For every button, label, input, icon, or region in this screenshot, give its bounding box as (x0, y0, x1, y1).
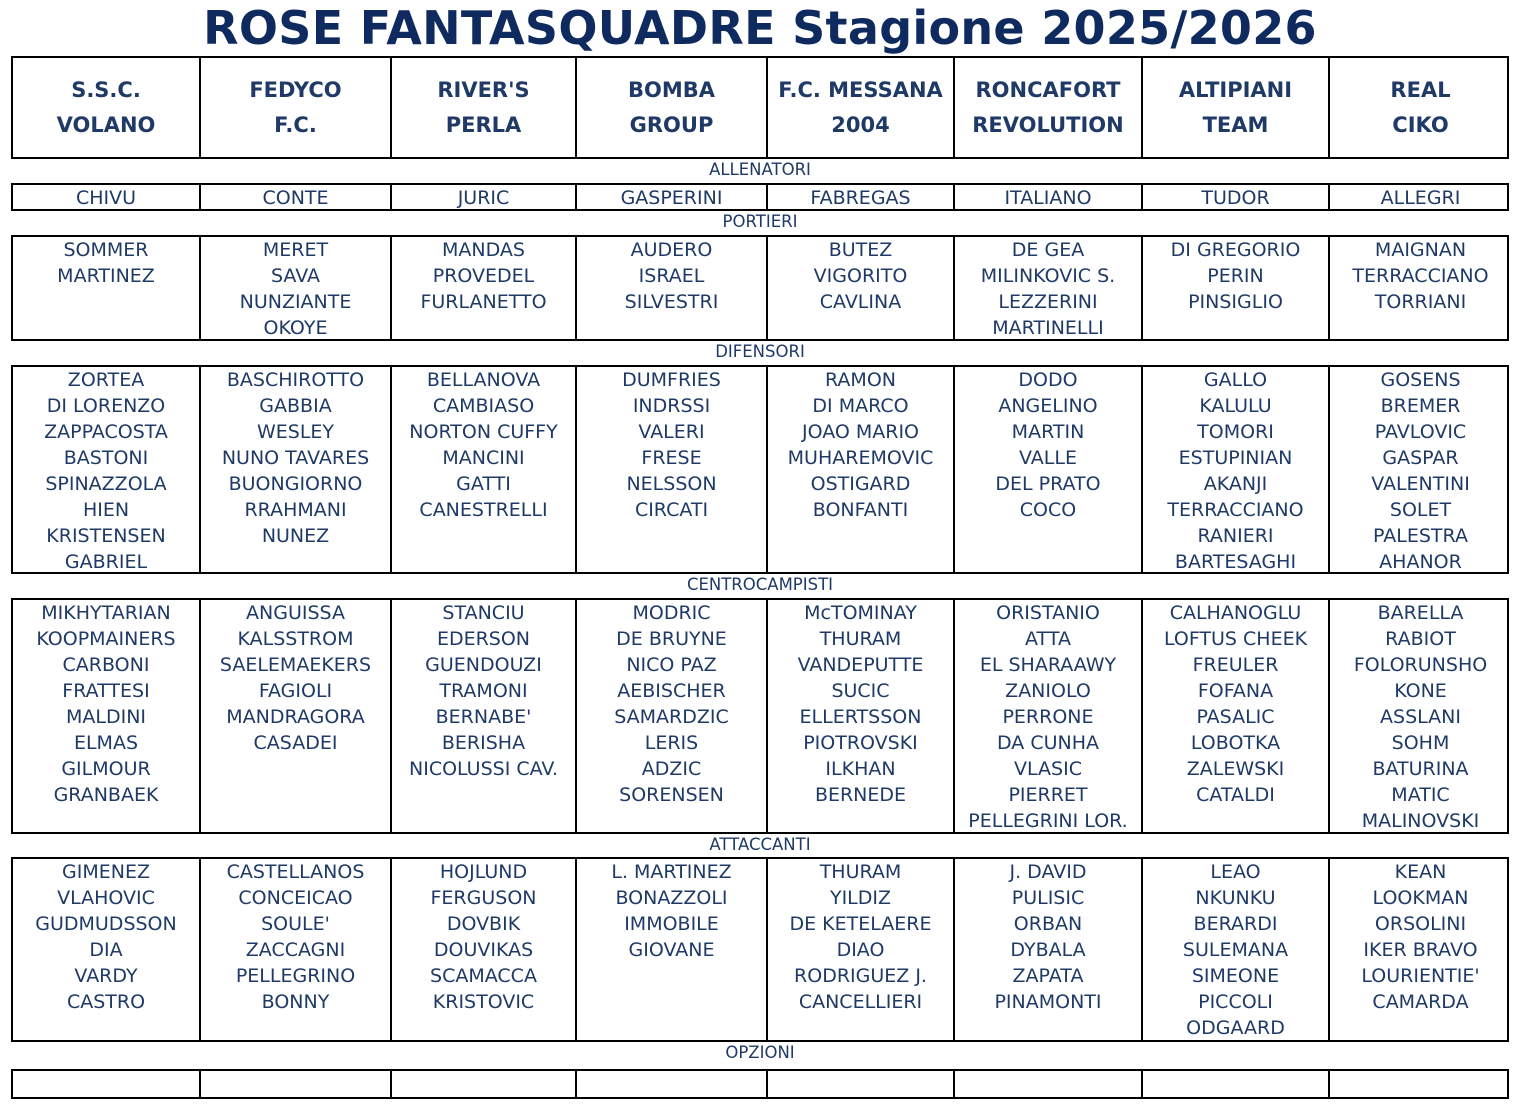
player-name: DIA (89, 939, 123, 961)
coach-name: GASPERINI (620, 187, 723, 209)
player-name: PERIN (1207, 265, 1264, 287)
player-name: NELSSON (626, 473, 717, 495)
player-name: VLAHOVIC (57, 887, 155, 909)
player-name: VARDY (74, 965, 138, 987)
roster-cell (201, 185, 392, 209)
player-name: FREULER (1192, 654, 1279, 676)
player-name: BASTONI (63, 447, 149, 469)
roster-cell (392, 185, 577, 209)
player-name: KRISTENSEN (46, 525, 166, 547)
player-name: SOHM (1391, 732, 1450, 754)
player-name: BONFANTI (812, 499, 909, 521)
roster-cell (1330, 1071, 1511, 1097)
player-name: BERNABE' (435, 706, 532, 728)
roster-cell (955, 367, 1143, 572)
roster-cell (201, 600, 392, 832)
player-name: SAVA (271, 265, 320, 287)
player-name: PERRONE (1002, 706, 1094, 728)
player-name: BASCHIROTTO (226, 369, 365, 391)
player-name: OKOYE (263, 317, 328, 339)
player-name: CONCEICAO (238, 887, 353, 909)
roster-cell (1143, 185, 1330, 209)
player-name: GALLO (1203, 369, 1268, 391)
team-header-cell (201, 58, 392, 157)
player-name: LEAO (1210, 861, 1261, 883)
player-name: FRESE (641, 447, 702, 469)
player-name: GUDMUDSSON (35, 913, 177, 935)
player-name: GIMENEZ (62, 861, 150, 883)
player-name: CAMBIASO (432, 395, 535, 417)
roster-cell (1330, 237, 1511, 339)
player-name: MUHAREMOVIC (787, 447, 934, 469)
section-box-goalkeepers (11, 235, 1509, 341)
player-name: CAVLINA (819, 291, 902, 313)
roster-cell (201, 237, 392, 339)
player-name: BUTEZ (828, 239, 893, 261)
player-name: BONNY (261, 991, 330, 1013)
roster-cell (955, 237, 1143, 339)
roster-cell (768, 600, 955, 832)
player-name: TERRACCIANO (1167, 499, 1304, 521)
roster-cell (955, 859, 1143, 1040)
player-name: ADZIC (641, 758, 702, 780)
player-name: PULISIC (1011, 887, 1085, 909)
player-name: EL SHARAAWY (979, 654, 1117, 676)
team-name-line1: ALTIPIANI (1178, 77, 1293, 102)
roster-cell (1143, 1071, 1330, 1097)
roster-cell (1330, 367, 1511, 572)
roster-cell (1143, 859, 1330, 1040)
section-label-coaches: ALLENATORI (709, 160, 811, 179)
player-name: AEBISCHER (617, 680, 726, 702)
player-name: LOFTUS CHEEK (1163, 628, 1308, 650)
player-name: MARTINEZ (57, 265, 155, 287)
team-name-line2: GROUP (629, 112, 714, 137)
player-name: AKANJI (1203, 473, 1268, 495)
player-name: MIKHYTARIAN (41, 602, 171, 624)
coach-name: JURIC (457, 187, 510, 209)
player-name: ISRAEL (638, 265, 705, 287)
section-label-midfielders: CENTROCAMPISTI (686, 575, 834, 594)
roster-cell (1330, 859, 1511, 1040)
player-name: NICOLUSSI CAV. (409, 758, 558, 780)
roster-cell (768, 1071, 955, 1097)
section-box-forwards (11, 857, 1509, 1042)
player-name: SAELEMAEKERS (219, 654, 372, 676)
player-name: GIOVANE (628, 939, 715, 961)
roster-cell (13, 600, 201, 832)
player-name: MANDRAGORA (226, 706, 365, 728)
player-name: GABBIA (259, 395, 332, 417)
player-name: VALERI (638, 421, 705, 443)
roster-cell (392, 859, 577, 1040)
roster-cell (577, 859, 768, 1040)
player-name: VALENTINI (1371, 473, 1470, 495)
player-name: ZANIOLO (1005, 680, 1091, 702)
player-name: VANDEPUTTE (797, 654, 924, 676)
roster-cell (955, 600, 1143, 832)
roster-cell (1330, 600, 1511, 832)
player-name: GATTI (456, 473, 511, 495)
team-name-line1: S.S.C. (71, 77, 141, 102)
roster-cell (1143, 237, 1330, 339)
player-name: THURAM (819, 861, 902, 883)
player-name: ELLERTSSON (799, 706, 922, 728)
player-name: DE KETELAERE (789, 913, 932, 935)
player-name: FURLANETTO (420, 291, 547, 313)
team-name-line2: CIKO (1392, 112, 1449, 137)
roster-cell (577, 237, 768, 339)
roster-cell (955, 185, 1143, 209)
roster-cell (768, 859, 955, 1040)
player-name: IMMOBILE (624, 913, 719, 935)
player-name: CATALDI (1196, 784, 1275, 806)
player-name: CALHANOGLU (1169, 602, 1302, 624)
player-name: DODO (1018, 369, 1078, 391)
player-name: PICCOLI (1198, 991, 1273, 1013)
player-name: DEL PRATO (995, 473, 1101, 495)
roster-cell (201, 859, 392, 1040)
player-name: PINAMONTI (994, 991, 1102, 1013)
player-name: DI MARCO (812, 395, 909, 417)
player-name: ZALEWSKI (1186, 758, 1285, 780)
roster-cell (392, 600, 577, 832)
roster-cell (13, 859, 201, 1040)
player-name: VALLE (1019, 447, 1077, 469)
player-name: GILMOUR (61, 758, 151, 780)
player-name: DE GEA (1011, 239, 1085, 261)
player-name: PIOTROVSKI (803, 732, 918, 754)
roster-cell (768, 367, 955, 572)
player-name: CARBONI (62, 654, 150, 676)
roster-cell (392, 1071, 577, 1097)
player-name: DIAO (836, 939, 885, 961)
coach-name: TUDOR (1201, 187, 1270, 209)
player-name: BUONGIORNO (228, 473, 363, 495)
player-name: MARTIN (1011, 421, 1085, 443)
player-name: BERNEDE (814, 784, 907, 806)
player-name: CANCELLIERI (798, 991, 923, 1013)
player-name: VIGORITO (813, 265, 908, 287)
player-name: GABRIEL (64, 551, 148, 572)
player-name: KRISTOVIC (432, 991, 535, 1013)
player-name: ZACCAGNI (245, 939, 346, 961)
roster-cell (577, 1071, 768, 1097)
player-name: PALESTRA (1373, 525, 1468, 547)
player-name: AHANOR (1379, 551, 1462, 572)
player-name: STANCIU (442, 602, 525, 624)
player-name: FAGIOLI (258, 680, 333, 702)
team-header-cell (1143, 58, 1330, 157)
player-name: MODRIC (632, 602, 711, 624)
roster-cell (201, 367, 392, 572)
player-name: DUMFRIES (622, 369, 721, 391)
player-name: SORENSEN (619, 784, 724, 806)
player-name: SPINAZZOLA (45, 473, 167, 495)
section-box-defenders (11, 365, 1509, 574)
team-header-cell (1330, 58, 1511, 157)
roster-cell (201, 1071, 392, 1097)
team-name-line2: PERLA (445, 112, 522, 137)
team-name-line1: REAL (1390, 77, 1451, 102)
coach-name: FABREGAS (810, 187, 911, 209)
roster-cell (13, 185, 201, 209)
coach-name: CHIVU (75, 187, 137, 209)
player-name: LOBOTKA (1190, 732, 1281, 754)
section-box-options (11, 1069, 1509, 1099)
player-name: ANGUISSA (246, 602, 345, 624)
player-name: MANDAS (442, 239, 525, 261)
player-name: ZORTEA (67, 369, 145, 391)
roster-cell (1143, 600, 1330, 832)
player-name: NUNO TAVARES (221, 447, 370, 469)
player-name: SUCIC (831, 680, 890, 702)
player-name: MERET (262, 239, 329, 261)
player-name: PAVLOVIC (1374, 421, 1467, 443)
player-name: FRATTESI (62, 680, 150, 702)
player-name: COCO (1019, 499, 1077, 521)
team-name-line1: F.C. MESSANA (778, 77, 943, 102)
roster-cell (768, 185, 955, 209)
team-header-row (11, 56, 1509, 159)
team-name-line2: F.C. (274, 112, 317, 137)
team-header-cell (13, 58, 201, 157)
team-header-cell (392, 58, 577, 157)
player-name: KONE (1394, 680, 1447, 702)
player-name: PELLEGRINO (235, 965, 356, 987)
player-name: IKER BRAVO (1363, 939, 1478, 961)
player-name: MATIC (1391, 784, 1450, 806)
player-name: WESLEY (256, 421, 335, 443)
player-name: KALULU (1199, 395, 1272, 417)
team-name-line2: TEAM (1202, 112, 1269, 137)
roster-cell (1330, 185, 1511, 209)
player-name: FOLORUNSHO (1353, 654, 1488, 676)
player-name: TRAMONI (439, 680, 528, 702)
player-name: BATURINA (1372, 758, 1469, 780)
player-name: GUENDOUZI (425, 654, 542, 676)
player-name: NICO PAZ (626, 654, 717, 676)
player-name: BERISHA (441, 732, 526, 754)
player-name: J. DAVID (1009, 861, 1087, 883)
player-name: OSTIGARD (810, 473, 911, 495)
coach-name: ITALIANO (1004, 187, 1092, 209)
roster-cell (392, 367, 577, 572)
roster-cell (1143, 367, 1330, 572)
player-name: TORRIANI (1374, 291, 1467, 313)
player-name: ZAPPACOSTA (44, 421, 168, 443)
page-title: ROSE FANTASQUADRE Stagione 2025/2026 (203, 1, 1317, 55)
player-name: LOOKMAN (1372, 887, 1469, 909)
roster-cell (577, 185, 768, 209)
player-name: INDRSSI (632, 395, 711, 417)
player-name: PELLEGRINI LOR. (968, 810, 1128, 832)
section-label-defenders: DIFENSORI (715, 342, 805, 361)
section-box-coaches (11, 183, 1509, 211)
player-name: McTOMINAY (804, 602, 917, 624)
team-name-line1: RIVER'S (437, 77, 530, 102)
player-name: DI LORENZO (46, 395, 166, 417)
team-header-cell (768, 58, 955, 157)
team-header-cell (955, 58, 1143, 157)
player-name: ORISTANIO (996, 602, 1100, 624)
player-name: MAIGNAN (1374, 239, 1467, 261)
player-name: NUNEZ (261, 525, 330, 547)
player-name: BELLANOVA (426, 369, 541, 391)
player-name: TERRACCIANO (1352, 265, 1489, 287)
player-name: RAMON (825, 369, 896, 391)
player-name: ELMAS (73, 732, 139, 754)
player-name: SCAMACCA (430, 965, 537, 987)
player-name: THURAM (819, 628, 902, 650)
player-name: SILVESTRI (624, 291, 719, 313)
player-name: NKUNKU (1195, 887, 1276, 909)
player-name: MILINKOVIC S. (980, 265, 1116, 287)
player-name: DOUVIKAS (433, 939, 534, 961)
roster-cell (955, 1071, 1143, 1097)
player-name: PROVEDEL (432, 265, 535, 287)
player-name: PASALIC (1196, 706, 1275, 728)
player-name: SOMMER (63, 239, 149, 261)
player-name: CANESTRELLI (419, 499, 548, 521)
coach-name: CONTE (262, 187, 329, 209)
player-name: DOVBIK (446, 913, 521, 935)
roster-cell (13, 237, 201, 339)
section-label-options: OPZIONI (725, 1043, 795, 1062)
player-name: KOOPMAINERS (36, 628, 176, 650)
player-name: BARELLA (1377, 602, 1464, 624)
section-label-goalkeepers: PORTIERI (722, 212, 798, 231)
player-name: DE BRUYNE (616, 628, 727, 650)
player-name: CASTRO (66, 991, 146, 1013)
player-name: ORBAN (1013, 913, 1083, 935)
player-name: MALDINI (65, 706, 147, 728)
player-name: L. MARTINEZ (611, 861, 732, 883)
section-box-midfielders (11, 598, 1509, 834)
player-name: LOURIENTIE' (1361, 965, 1480, 987)
roster-cell (577, 600, 768, 832)
player-name: RRAHMANI (244, 499, 347, 521)
player-name: ESTUPINIAN (1178, 447, 1293, 469)
player-name: BONAZZOLI (615, 887, 728, 909)
player-name: SULEMANA (1182, 939, 1289, 961)
team-name-line2: REVOLUTION (972, 112, 1124, 137)
player-name: SAMARDZIC (614, 706, 729, 728)
player-name: MALINOVSKI (1361, 810, 1480, 832)
section-label-forwards: ATTACCANTI (709, 835, 811, 854)
player-name: FERGUSON (430, 887, 537, 909)
coach-name: ALLEGRI (1380, 187, 1461, 209)
team-header-cell (577, 58, 768, 157)
player-name: ZAPATA (1012, 965, 1084, 987)
player-name: PIERRET (1008, 784, 1088, 806)
roster-cell (768, 237, 955, 339)
player-name: YILDIZ (829, 887, 892, 909)
player-name: GOSENS (1380, 369, 1461, 391)
team-name-line1: RONCAFORT (975, 77, 1121, 102)
player-name: DA CUNHA (996, 732, 1099, 754)
team-name-line2: VOLANO (56, 112, 156, 137)
roster-cell (13, 1071, 201, 1097)
player-name: NUNZIANTE (239, 291, 352, 313)
team-name-line2: 2004 (831, 112, 890, 137)
player-name: RANIERI (1197, 525, 1274, 547)
player-name: JOAO MARIO (801, 421, 920, 443)
player-name: SIMEONE (1191, 965, 1280, 987)
player-name: RABIOT (1385, 628, 1456, 650)
player-name: KALSSTROM (237, 628, 354, 650)
player-name: GASPAR (1382, 447, 1459, 469)
team-name-line1: BOMBA (627, 77, 715, 102)
player-name: BARTESAGHI (1174, 551, 1297, 572)
roster-cell (577, 367, 768, 572)
player-name: ODGAARD (1186, 1017, 1285, 1039)
player-name: LERIS (644, 732, 699, 754)
player-name: ILKHAN (825, 758, 896, 780)
player-name: FOFANA (1197, 680, 1274, 702)
player-name: ASSLANI (1380, 706, 1461, 728)
player-name: MARTINELLI (992, 317, 1104, 339)
player-name: CIRCATI (634, 499, 709, 521)
player-name: LEZZERINI (998, 291, 1098, 313)
player-name: ANGELINO (998, 395, 1098, 417)
player-name: CASTELLANOS (226, 861, 365, 883)
player-name: GRANBAEK (53, 784, 159, 806)
player-name: HIEN (82, 499, 130, 521)
player-name: BERARDI (1193, 913, 1278, 935)
player-name: VLASIC (1014, 758, 1082, 780)
player-name: EDERSON (436, 628, 531, 650)
player-name: KEAN (1394, 861, 1447, 883)
player-name: MANCINI (442, 447, 525, 469)
player-name: AUDERO (630, 239, 713, 261)
player-name: TOMORI (1197, 421, 1274, 443)
player-name: PINSIGLIO (1188, 291, 1283, 313)
player-name: DYBALA (1010, 939, 1086, 961)
player-name: CAMARDA (1372, 991, 1469, 1013)
player-name: ORSOLINI (1374, 913, 1467, 935)
player-name: SOULE' (261, 913, 330, 935)
player-name: HOJLUND (439, 861, 528, 883)
roster-cell (392, 237, 577, 339)
roster-cell (13, 367, 201, 572)
player-name: ATTA (1025, 628, 1071, 650)
player-name: RODRIGUEZ J. (794, 965, 927, 987)
player-name: NORTON CUFFY (409, 421, 558, 443)
player-name: DI GREGORIO (1170, 239, 1301, 261)
player-name: SOLET (1389, 499, 1452, 521)
player-name: CASADEI (253, 732, 338, 754)
player-name: BREMER (1380, 395, 1461, 417)
team-name-line1: FEDYCO (249, 77, 342, 102)
